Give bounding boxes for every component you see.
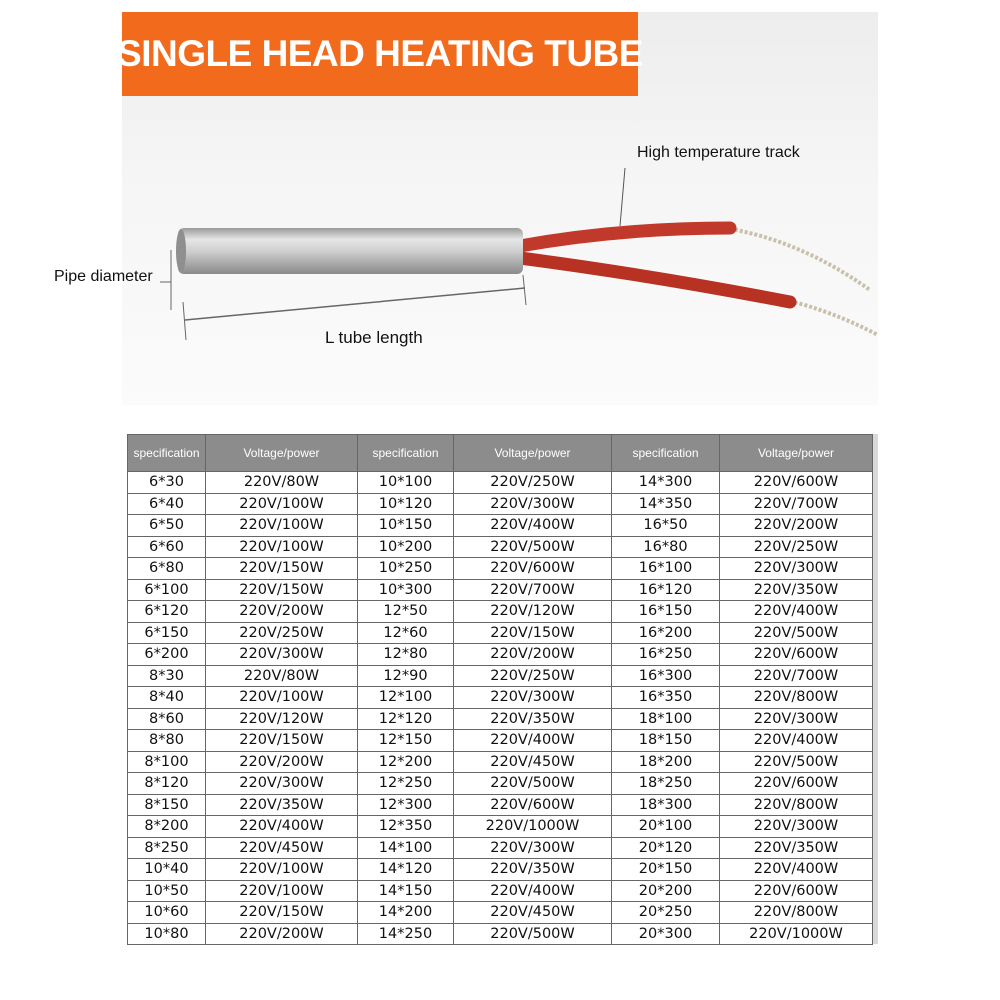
voltage-power-cell: 220V/300W <box>720 708 873 730</box>
voltage-power-cell: 220V/250W <box>454 472 612 494</box>
voltage-power-cell: 220V/350W <box>720 837 873 859</box>
spec-cell: 16*250 <box>612 644 720 666</box>
spec-cell: 8*250 <box>128 837 206 859</box>
spec-cell: 20*250 <box>612 902 720 924</box>
table-row <box>128 902 873 924</box>
spec-cell: 14*350 <box>612 493 720 515</box>
table-row <box>128 579 873 601</box>
spec-cell: 16*120 <box>612 579 720 601</box>
track-label: High temperature track <box>637 144 800 161</box>
voltage-power-cell: 220V/1000W <box>720 923 873 945</box>
voltage-power-cell: 220V/80W <box>206 472 358 494</box>
voltage-power-cell: 220V/450W <box>454 902 612 924</box>
spec-cell: 16*80 <box>612 536 720 558</box>
voltage-power-cell: 220V/100W <box>206 493 358 515</box>
spec-cell: 12*50 <box>358 601 454 623</box>
spec-cell: 14*300 <box>612 472 720 494</box>
spec-table <box>127 434 873 945</box>
table-row <box>128 794 873 816</box>
voltage-power-cell: 220V/500W <box>720 622 873 644</box>
spec-cell: 6*100 <box>128 579 206 601</box>
table-row <box>128 601 873 623</box>
voltage-power-cell: 220V/500W <box>454 923 612 945</box>
voltage-power-cell: 220V/600W <box>720 880 873 902</box>
spec-cell: 12*90 <box>358 665 454 687</box>
spec-cell: 12*100 <box>358 687 454 709</box>
lead-wire-upper <box>725 228 870 290</box>
table-row <box>128 558 873 580</box>
voltage-power-cell: 220V/500W <box>454 773 612 795</box>
spec-cell: 20*200 <box>612 880 720 902</box>
spec-cell: 12*300 <box>358 794 454 816</box>
spec-cell: 18*200 <box>612 751 720 773</box>
spec-cell: 10*40 <box>128 859 206 881</box>
voltage-power-cell: 220V/350W <box>454 859 612 881</box>
spec-cell: 8*40 <box>128 687 206 709</box>
spec-cell: 10*80 <box>128 923 206 945</box>
spec-cell: 16*350 <box>612 687 720 709</box>
voltage-power-cell: 220V/700W <box>454 579 612 601</box>
table-row <box>128 923 873 945</box>
spec-cell: 6*30 <box>128 472 206 494</box>
voltage-power-cell: 220V/400W <box>454 730 612 752</box>
table-row <box>128 665 873 687</box>
spec-cell: 14*200 <box>358 902 454 924</box>
spec-cell: 6*200 <box>128 644 206 666</box>
voltage-power-cell: 220V/150W <box>454 622 612 644</box>
spec-cell: 18*250 <box>612 773 720 795</box>
spec-cell: 8*200 <box>128 816 206 838</box>
voltage-power-cell: 220V/150W <box>206 902 358 924</box>
title-banner <box>117 12 643 96</box>
voltage-power-cell: 220V/200W <box>454 644 612 666</box>
spec-cell: 6*120 <box>128 601 206 623</box>
voltage-power-cell: 220V/400W <box>454 880 612 902</box>
spec-cell: 14*150 <box>358 880 454 902</box>
voltage-power-cell: 220V/200W <box>720 515 873 537</box>
table-row <box>128 816 873 838</box>
spec-cell: 18*100 <box>612 708 720 730</box>
voltage-power-cell: 220V/250W <box>720 536 873 558</box>
spec-cell: 8*100 <box>128 751 206 773</box>
voltage-power-cell: 220V/800W <box>720 794 873 816</box>
voltage-power-cell: 220V/350W <box>720 579 873 601</box>
table-header-row <box>128 435 873 472</box>
track-pointer <box>620 168 625 226</box>
spec-cell: 12*200 <box>358 751 454 773</box>
spec-cell: 8*30 <box>128 665 206 687</box>
table-row <box>128 472 873 494</box>
spec-cell: 20*300 <box>612 923 720 945</box>
voltage-power-cell: 220V/700W <box>720 665 873 687</box>
table-row <box>128 708 873 730</box>
table-row <box>128 837 873 859</box>
spec-cell: 10*120 <box>358 493 454 515</box>
spec-cell: 10*100 <box>358 472 454 494</box>
header-power-1: Voltage/power <box>206 435 358 472</box>
spec-cell: 10*250 <box>358 558 454 580</box>
voltage-power-cell: 220V/350W <box>206 794 358 816</box>
voltage-power-cell: 220V/300W <box>720 816 873 838</box>
voltage-power-cell: 220V/100W <box>206 687 358 709</box>
spec-cell: 20*150 <box>612 859 720 881</box>
voltage-power-cell: 220V/600W <box>720 773 873 795</box>
voltage-power-cell: 220V/350W <box>454 708 612 730</box>
voltage-power-cell: 220V/400W <box>720 601 873 623</box>
table-row <box>128 730 873 752</box>
spec-cell: 6*80 <box>128 558 206 580</box>
voltage-power-cell: 220V/100W <box>206 515 358 537</box>
table-row <box>128 880 873 902</box>
voltage-power-cell: 220V/600W <box>454 794 612 816</box>
spec-cell: 16*150 <box>612 601 720 623</box>
voltage-power-cell: 220V/250W <box>206 622 358 644</box>
spec-cell: 14*100 <box>358 837 454 859</box>
spec-cell: 16*100 <box>612 558 720 580</box>
spec-cell: 20*100 <box>612 816 720 838</box>
spec-cell: 12*250 <box>358 773 454 795</box>
lead-wire-lower <box>785 300 878 335</box>
spec-cell: 8*150 <box>128 794 206 816</box>
tube-end-cap <box>176 229 186 273</box>
voltage-power-cell: 220V/120W <box>454 601 612 623</box>
voltage-power-cell: 220V/700W <box>720 493 873 515</box>
spec-cell: 16*300 <box>612 665 720 687</box>
spec-cell: 12*350 <box>358 816 454 838</box>
voltage-power-cell: 220V/150W <box>206 579 358 601</box>
voltage-power-cell: 220V/300W <box>720 558 873 580</box>
banner-title: SINGLE HEAD HEATING TUBE <box>117 33 643 74</box>
spec-cell: 16*200 <box>612 622 720 644</box>
voltage-power-cell: 220V/100W <box>206 536 358 558</box>
voltage-power-cell: 220V/200W <box>206 751 358 773</box>
voltage-power-cell: 220V/600W <box>720 644 873 666</box>
voltage-power-cell: 220V/200W <box>206 601 358 623</box>
table-row <box>128 515 873 537</box>
spec-cell: 8*60 <box>128 708 206 730</box>
table-row <box>128 687 873 709</box>
spec-cell: 10*300 <box>358 579 454 601</box>
voltage-power-cell: 220V/300W <box>454 493 612 515</box>
voltage-power-cell: 220V/150W <box>206 558 358 580</box>
header-spec-3: specification <box>612 435 720 472</box>
spec-cell: 20*120 <box>612 837 720 859</box>
voltage-power-cell: 220V/300W <box>454 837 612 859</box>
voltage-power-cell: 220V/500W <box>720 751 873 773</box>
table-row <box>128 644 873 666</box>
spec-cell: 8*80 <box>128 730 206 752</box>
voltage-power-cell: 220V/400W <box>720 859 873 881</box>
spec-cell: 6*50 <box>128 515 206 537</box>
voltage-power-cell: 220V/150W <box>206 730 358 752</box>
voltage-power-cell: 220V/100W <box>206 859 358 881</box>
voltage-power-cell: 220V/400W <box>720 730 873 752</box>
voltage-power-cell: 220V/120W <box>206 708 358 730</box>
spec-cell: 10*150 <box>358 515 454 537</box>
voltage-power-cell: 220V/500W <box>454 536 612 558</box>
voltage-power-cell: 220V/400W <box>454 515 612 537</box>
spec-cell: 16*50 <box>612 515 720 537</box>
voltage-power-cell: 220V/80W <box>206 665 358 687</box>
table-row <box>128 493 873 515</box>
voltage-power-cell: 220V/300W <box>206 644 358 666</box>
header-spec-1: specification <box>128 435 206 472</box>
voltage-power-cell: 220V/600W <box>454 558 612 580</box>
voltage-power-cell: 220V/300W <box>206 773 358 795</box>
header-power-3: Voltage/power <box>720 435 873 472</box>
spec-cell: 12*120 <box>358 708 454 730</box>
voltage-power-cell: 220V/800W <box>720 687 873 709</box>
red-wire-upper <box>520 228 730 246</box>
diameter-label: Pipe diameter <box>54 268 153 285</box>
metal-tube <box>178 228 523 274</box>
spec-cell: 10*50 <box>128 880 206 902</box>
table-row <box>128 773 873 795</box>
spec-cell: 6*60 <box>128 536 206 558</box>
red-wire-lower <box>520 258 790 302</box>
voltage-power-cell: 220V/250W <box>454 665 612 687</box>
voltage-power-cell: 220V/300W <box>454 687 612 709</box>
voltage-power-cell: 220V/200W <box>206 923 358 945</box>
spec-cell: 6*150 <box>128 622 206 644</box>
spec-cell: 6*40 <box>128 493 206 515</box>
table-row <box>128 859 873 881</box>
spec-cell: 18*150 <box>612 730 720 752</box>
spec-cell: 14*250 <box>358 923 454 945</box>
spec-cell: 12*60 <box>358 622 454 644</box>
length-marker <box>185 288 525 320</box>
voltage-power-cell: 220V/800W <box>720 902 873 924</box>
table-row <box>128 751 873 773</box>
table-body <box>128 472 873 945</box>
spec-cell: 18*300 <box>612 794 720 816</box>
voltage-power-cell: 220V/450W <box>454 751 612 773</box>
voltage-power-cell: 220V/1000W <box>454 816 612 838</box>
table-row <box>128 622 873 644</box>
spec-cell: 10*200 <box>358 536 454 558</box>
spec-cell: 8*120 <box>128 773 206 795</box>
voltage-power-cell: 220V/600W <box>720 472 873 494</box>
header-spec-2: specification <box>358 435 454 472</box>
header-power-2: Voltage/power <box>454 435 612 472</box>
voltage-power-cell: 220V/100W <box>206 880 358 902</box>
table-row <box>128 536 873 558</box>
length-label: L tube length <box>325 328 423 347</box>
spec-cell: 12*150 <box>358 730 454 752</box>
spec-cell: 12*80 <box>358 644 454 666</box>
voltage-power-cell: 220V/450W <box>206 837 358 859</box>
voltage-power-cell: 220V/400W <box>206 816 358 838</box>
spec-cell: 10*60 <box>128 902 206 924</box>
spec-cell: 14*120 <box>358 859 454 881</box>
